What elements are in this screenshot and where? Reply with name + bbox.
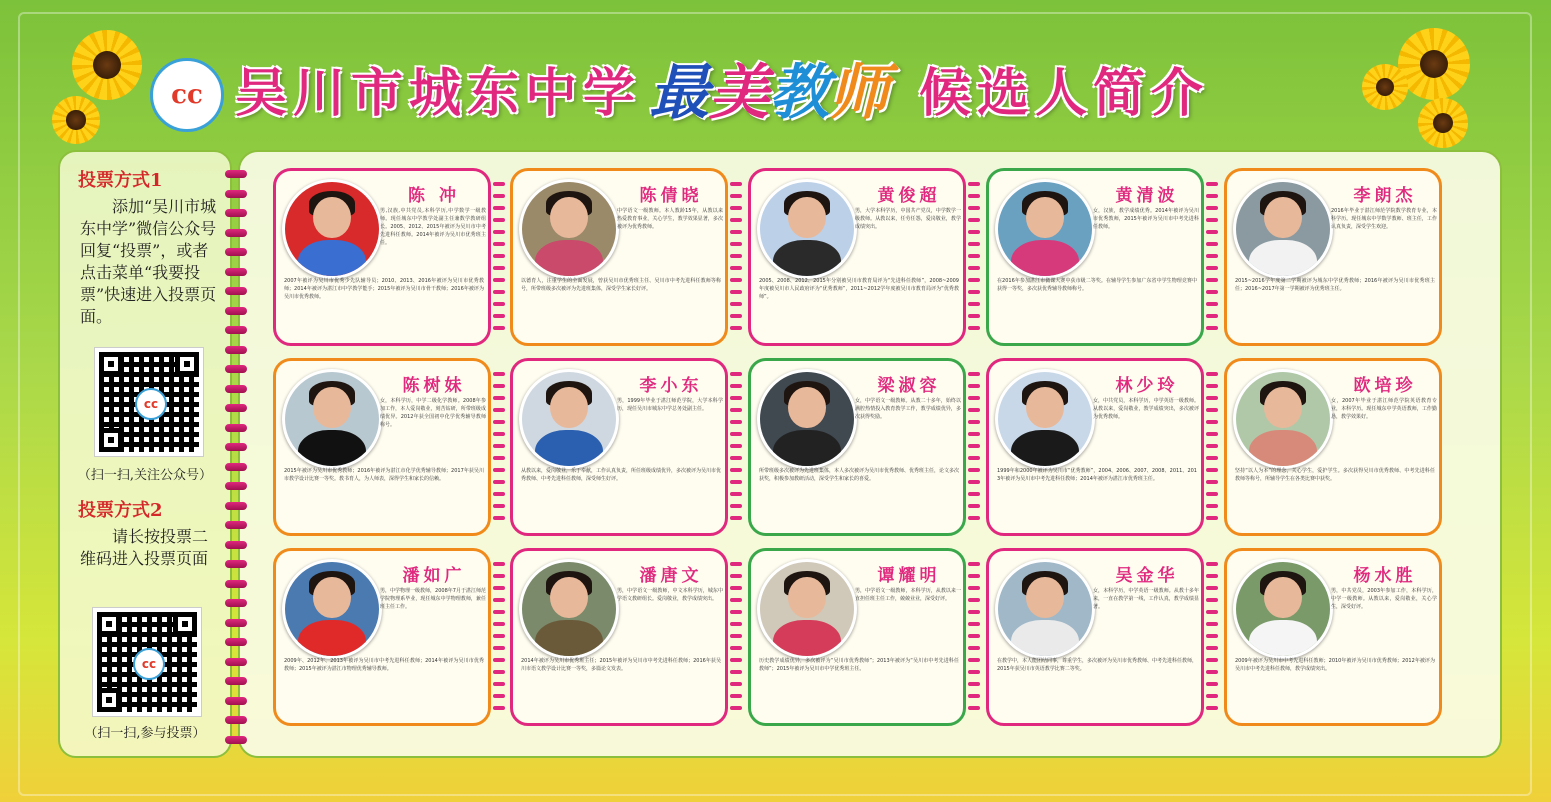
binder-ring <box>225 248 247 256</box>
candidate-bio: 女，本科学历，中学英语一级教师。从教十多年来，一直在教学第一线，工作认真，教学成绩显著。 <box>1093 588 1199 610</box>
candidate-name: 陈树妹 <box>402 376 466 396</box>
candidate-photo <box>1233 559 1333 659</box>
candidate-bio: 女，中共党员，本科学历，中学英语一级教师。从教以来，爱岗敬业，教学成绩突出，多次被评为优秀教师。 <box>1093 398 1199 420</box>
candidate-bio: 男，1999年毕业于湛江师范学院，大学本科学历，现任吴川市城东中学总务处副主任。 <box>617 398 723 412</box>
candidate-photo <box>757 559 857 659</box>
binder-ring <box>225 541 247 549</box>
vote-method1-title: 投票方式1 <box>78 170 163 191</box>
candidate-bio-continued: 2014年被评为吴川市优秀班主任；2015年被评为吴川市中考先进科任教师；2016年获吴川市语文教学设计比赛一等奖，多篇论文发表。 <box>521 658 721 672</box>
candidate-photo <box>519 369 619 469</box>
candidate-bio-continued: 2005、2008、2012、2015年分别被吴川市教育局评为“先进科任教师”，2008~2009年度被吴川市人民政府评为“优秀教师”，2011~2012学年度被吴川市教育局评为“优秀教师”。 <box>759 278 959 300</box>
candidate-card <box>986 548 1204 726</box>
qr-logo-icon: cc <box>133 648 165 680</box>
binder-ring <box>225 599 247 607</box>
candidate-name: 吴金华 <box>1115 566 1179 586</box>
binder-ring <box>225 580 247 588</box>
binder-ring <box>225 560 247 568</box>
binder-ring <box>225 287 247 295</box>
candidate-photo <box>519 559 619 659</box>
candidate-card <box>273 168 491 346</box>
candidate-name: 潘如广 <box>402 566 466 586</box>
binder-ring <box>225 463 247 471</box>
binder-ring <box>225 190 247 198</box>
title-shi: 师 <box>829 58 890 128</box>
candidate-bio: 女，中学语文一级教师。从教二十多年，始终以满腔热情投入教育教学工作，教学成绩优异，多次获得奖励。 <box>855 398 961 420</box>
vote-method2-text: 请长按投票二维码进入投票页面 <box>80 527 209 568</box>
card-binder-rings <box>730 562 742 718</box>
candidate-bio: 女，本科学历，中学二级化学教师。2008年参加工作，本人爱岗敬业，刻苦钻研，所带班级成绩优异。2012年获全国初中化学优秀辅导教师称号。 <box>380 398 486 428</box>
card-binder-rings <box>968 562 980 718</box>
candidate-photo <box>1233 179 1333 279</box>
candidate-photo <box>282 559 382 659</box>
card-binder-rings <box>1206 372 1218 528</box>
candidate-name: 黄俊超 <box>877 186 941 206</box>
binder-ring <box>225 307 247 315</box>
vote-method2-caption: （扫一扫,参与投票） <box>84 726 206 741</box>
binder-ring <box>225 424 247 432</box>
candidate-bio-continued: 所带班级多次被评为先进班集体，本人多次被评为吴川市优秀教师、优秀班主任，论文多次获奖，积极参加教研活动，深受学生和家长的喜爱。 <box>759 468 960 482</box>
binder-ring <box>225 638 247 646</box>
candidate-photo <box>995 369 1095 469</box>
candidate-bio-continued: 历史教学成绩优异，多次被评为“吴川市优秀教师”；2013年被评为“吴川市中考先进科任教师”；2015年被评为吴川市中学优秀班主任。 <box>759 658 959 672</box>
candidate-bio-continued: 从教以来，爱岗敬业，乐于奉献，工作认真负责，所任班级成绩优异，多次被评为吴川市优秀教师、中考先进科任教师，深受师生好评。 <box>521 468 722 482</box>
candidate-card <box>986 168 1204 346</box>
card-binder-rings <box>1206 562 1218 718</box>
candidate-bio: 中学语文一级教师。本人教龄15年，从教以来热爱教育事业，关心学生，教学效果显著，多次被评为优秀教师。 <box>617 208 723 230</box>
candidate-photo <box>1233 369 1333 469</box>
candidate-name: 谭耀明 <box>877 566 941 586</box>
candidate-bio: 男，中学物理一级教师，2008年7月于湛江师范学院物理系毕业，现任城东中学物理教师，兼任班主任工作。 <box>380 588 486 610</box>
card-binder-rings <box>968 182 980 338</box>
card-binder-rings <box>1206 182 1218 338</box>
candidate-name: 梁淑容 <box>877 376 941 396</box>
candidate-bio: 男，中学语文一级教师，本科学历，从教以来一直担任班主任工作，兢兢业业，深受好评。 <box>855 588 961 602</box>
candidate-bio: 女，2007年毕业于湛江师范学院英语教育专业，本科学历。现任城东中学英语教师，工作勤恳，教学效果好。 <box>1331 398 1437 420</box>
candidate-bio: 女，汉族，教学成绩优秀。2014年被评为吴川市优秀教师，2015年被评为吴川市中考先进科任教师。 <box>1093 208 1199 230</box>
card-binder-rings <box>493 182 505 338</box>
candidate-bio: 2016年毕业于湛江师范学院数学教育专业，本科学历。现任城东中学数学教师、班主任，工作认真负责，深受学生欢迎。 <box>1331 208 1437 230</box>
candidate-bio-continued: 2015~2016学年度第二学期被评为城东中学优秀教师；2016年被评为吴川市优秀班主任；2016~2017年第一学期被评为优秀班主任。 <box>1235 278 1435 292</box>
school-logo <box>150 58 224 132</box>
sunflower-left-small <box>52 96 100 144</box>
candidate-name: 潘唐文 <box>639 566 703 586</box>
candidate-photo <box>757 369 857 469</box>
sunflower-right-mid <box>1362 64 1408 110</box>
candidate-name: 李朗杰 <box>1353 186 1417 206</box>
candidate-photo <box>995 559 1095 659</box>
qr-logo-icon: cc <box>135 388 167 420</box>
binder-ring <box>225 502 247 510</box>
candidate-bio: 男，中共党员，2003年参加工作，本科学历，中学一级教师。从教以来，爱岗敬业，关心学生，深受好评。 <box>1331 588 1437 610</box>
binder-ring <box>225 736 247 744</box>
candidate-name: 杨水胜 <box>1353 566 1417 586</box>
candidate-bio-continued: 1999年和2000年被评为吴川市“优秀教师”，2004、2006、2007、2008、2011、2013年被评为吴川市中考先进科任教师；2014年被评为湛江市优秀班主任。 <box>997 468 1197 482</box>
binder-ring <box>225 404 247 412</box>
binder-ring <box>225 268 247 276</box>
title-school: 吴川市城东中学 <box>235 62 642 124</box>
candidate-photo <box>995 179 1095 279</box>
candidate-name: 陈倩晓 <box>639 186 703 206</box>
binder-ring <box>225 209 247 217</box>
candidate-bio-continued: 2015年被评为吴川市优秀教师；2016年被评为湛江市化学优秀辅导教师；2017年获吴川市教学设计比赛一等奖。教书育人，为人师表，深得学生和家长的信赖。 <box>284 468 484 482</box>
candidate-bio-continued: 坚持“以人为本”的理念，关心学生，爱护学生。多次获得吴川市优秀教师、中考先进科任教师等称号，所辅导学生在各类比赛中获奖。 <box>1235 468 1435 482</box>
card-binder-rings <box>968 372 980 528</box>
binder-ring <box>225 385 247 393</box>
title-jiao: 教 <box>769 58 830 128</box>
binder-ring <box>225 619 247 627</box>
candidate-card <box>986 358 1204 536</box>
binder-ring <box>225 716 247 724</box>
candidate-card <box>510 168 728 346</box>
candidate-bio: 男，大学本科学历，中国共产党员，中学数学一级教师。从教以来，任劳任怨，爱岗敬业，教学成绩突出。 <box>855 208 961 230</box>
binder-ring <box>225 346 247 354</box>
binder-ring <box>225 521 247 529</box>
binder-ring <box>225 326 247 334</box>
binder-ring <box>225 229 247 237</box>
school-logo-mark: cc <box>171 80 203 110</box>
title-mei: 美 <box>709 58 770 128</box>
sunflower-top-right <box>1398 28 1470 100</box>
candidate-card <box>273 548 491 726</box>
candidate-bio-continued: 在教学中，本人能团结同事，尊重学生，多次被评为吴川市优秀教师、中考先进科任教师，2015年获吴川市英语教学比赛二等奖。 <box>997 658 1198 672</box>
card-binder-rings <box>493 372 505 528</box>
candidate-bio-continued: 2009年被评为吴川市中考先进科任教师；2010年被评为吴川市优秀教师；2012年被评为吴川市中考先进科任教师，教学成绩突出。 <box>1235 658 1435 672</box>
candidate-photo <box>282 179 382 279</box>
card-binder-rings <box>493 562 505 718</box>
candidate-photo <box>757 179 857 279</box>
voting-panel <box>58 150 232 758</box>
vote-qr-code[interactable] <box>93 608 201 716</box>
candidate-name: 陈 冲 <box>408 186 460 206</box>
candidate-bio: 男，中学语文一级教师，中文本科学历，城东中学语文教研组长。爱岗敬业，教学成绩突出。 <box>617 588 723 602</box>
candidate-bio-continued: 2007年被评为吴川市优秀少先队辅导员；2010、2013、2016年被评为吴川市优秀教师；2014年被评为湛江市中学教学能手；2015年被评为吴川市骨干教师；2016年被评为吴川市优秀教师。 <box>284 278 484 300</box>
binder-ring <box>225 170 247 178</box>
binder-ring <box>225 658 247 666</box>
binder-ring <box>225 365 247 373</box>
candidate-bio: 男,汉族,中共党员,本科学历,中学数学一级教师。现任城东中学教学处副主任兼数学教研组长。2005、2012、2015年被评为吴川市中考先进科任教师。2014年被评为吴川市优秀班主任。 <box>380 208 486 246</box>
candidate-name: 李小东 <box>639 376 703 396</box>
vote-method1-text: 添加“吴川市城东中学”微信公众号回复“投票”，或者点击菜单“我要投票”快速进入投票页面。 <box>80 197 217 326</box>
title-intro: 候选人简介 <box>919 62 1210 124</box>
candidate-card <box>748 358 966 536</box>
binder-ring <box>225 443 247 451</box>
binder-ring <box>225 697 247 705</box>
card-binder-rings <box>730 182 742 338</box>
page-title <box>235 48 1209 128</box>
candidate-card <box>748 168 966 346</box>
candidate-bio-continued: 在2016年参加湛江市微课大赛中获市级二等奖。在辅导学生参加广东省中学生物理竞赛中获得一等奖，多次获优秀辅导教师称号。 <box>997 278 1197 292</box>
candidate-name: 黄清波 <box>1115 186 1179 206</box>
title-zui: 最 <box>649 58 710 128</box>
sunflower-right-low <box>1418 98 1468 148</box>
candidate-card <box>510 548 728 726</box>
candidate-card <box>273 358 491 536</box>
vote-method2-title: 投票方式2 <box>78 500 163 521</box>
candidate-card <box>1224 358 1442 536</box>
sunflower-top-left <box>72 30 142 100</box>
candidate-name: 林少玲 <box>1115 376 1179 396</box>
binder-ring <box>225 677 247 685</box>
candidate-card <box>1224 168 1442 346</box>
candidate-bio-continued: 以德育人，注重学生的全面发展，曾获吴川市优秀班主任、吴川市中考先进科任教师等称号，所带班级多次被评为先进班集体，深受学生家长好评。 <box>521 278 721 292</box>
candidate-card <box>510 358 728 536</box>
candidate-card <box>1224 548 1442 726</box>
candidate-bio-continued: 2009年、2012年、2013年被评为吴川市中考先进科任教师；2014年被评为吴川市优秀教师；2015年被评为湛江市物理优秀辅导教师。 <box>284 658 484 672</box>
candidate-name: 欧培珍 <box>1353 376 1417 396</box>
binder-ring <box>225 482 247 490</box>
wechat-qr-code[interactable] <box>95 348 203 456</box>
candidate-photo <box>282 369 382 469</box>
card-binder-rings <box>730 372 742 528</box>
binder-rings <box>225 170 247 750</box>
candidate-photo <box>519 179 619 279</box>
vote-method1-caption: （扫一扫,关注公众号） <box>77 468 213 483</box>
candidate-card <box>748 548 966 726</box>
